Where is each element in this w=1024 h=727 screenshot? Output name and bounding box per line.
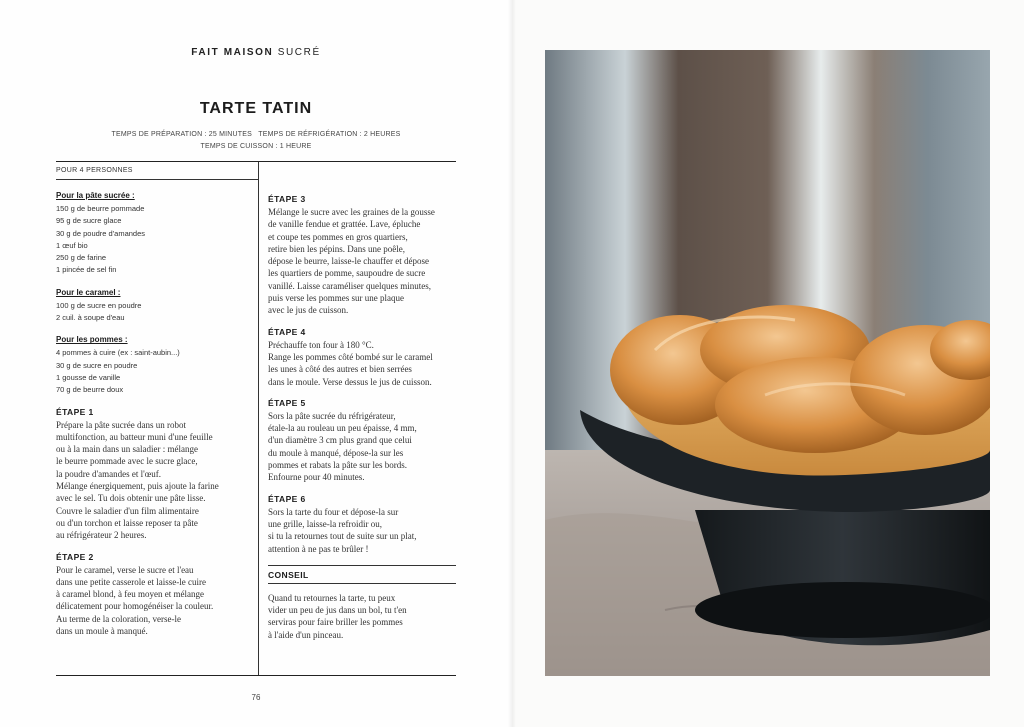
ingredient-list [56,347,258,396]
ingredient-item: 1 œuf bio [56,240,88,250]
ingredient-item: 30 g de sucre en poudre [56,360,138,370]
ingredient-item: 2 cuil. à soupe d'eau [56,313,125,323]
step-2 [56,550,258,638]
page-number: 76 [251,693,261,702]
step-text: Pour le caramel, verse le sucre et l'eau dans une petite casserole et laisse-le cuire à caramel blond, à feu moyen et mélange délicatement pour homogénéiser la couleur. Au terme de la coloration, verse-le dans un moule à manqué. [56,564,214,637]
step-text: Mélange le sucre avec les graines de la gousse de vanille fendue et grattée. Lave, épluche et coupe tes pommes en gros quartiers, retire bien les pépins. Dans une poêle, dépose le beurre, laisse-le chauffer et dépose les quartiers de pomme, saupoudre de sucre vanillé. Laisse caraméliser quelques minutes, puis verse les pommes sur une plaque avec le jus de cuisson. [268,207,435,316]
ingredient-list [56,203,258,277]
ingredient-item: 4 pommes à cuire (ex : saint-aubin...) [56,348,180,358]
ingredient-item: 1 gousse de vanille [56,372,121,382]
bottom-rule [56,675,456,676]
ingredient-item: 1 pincée de sel fin [56,265,117,275]
step-title: ÉTAPE 4 [268,326,306,337]
step-title: ÉTAPE 6 [268,493,306,504]
section-name: SUCRÉ [277,47,321,58]
book-gutter [508,0,516,727]
step-text: Sors la pâte sucrée du réfrigérateur, étale-la au rouleau un peu épaisse, 4 mm, d'un diamètre 3 cm plus grand que celui du moule à manqué, dépose-la sur les pommes et rabats la pâte sur les bords. Enfourne pour 40 minutes. [268,410,417,483]
step-3 [268,192,456,317]
ingredient-group-pommes [56,334,258,396]
step-title: ÉTAPE 2 [56,551,94,562]
photo-illustration [545,50,990,676]
column-divider [258,162,259,675]
series-name: FAIT MAISON [191,47,274,58]
recipe-title: TARTE TATIN [199,100,313,117]
portions: POUR 4 PERSONNES [56,162,258,180]
ingredient-item: 150 g de beurre pommade [56,204,145,213]
ingredient-group-caramel [56,287,258,325]
step-6 [268,492,456,555]
ingredient-heading: Pour le caramel : [56,287,121,297]
times-line-2: TEMPS DE CUISSON : 1 HEURE [200,143,312,150]
step-5 [268,396,456,484]
ingredient-item: 70 g de beurre doux [56,385,124,395]
tip-title: CONSEIL [268,569,309,580]
ingredient-heading: Pour les pommes : [56,335,128,345]
ingredient-item: 100 g de sucre en poudre [56,300,142,310]
recipe-times [56,129,456,153]
ingredient-item: 95 g de sucre glace [56,216,122,226]
step-title: ÉTAPE 3 [268,194,306,204]
step-title: ÉTAPE 5 [268,397,306,408]
running-head [0,47,512,58]
step-text: Sors la tarte du four et dépose-la sur une grille, laisse-la refroidir ou, si tu la retournes tout de suite sur un plat, attention à ne pas te brûler ! [268,506,417,554]
step-4 [268,325,456,388]
step-text: Prépare la pâte sucrée dans un robot multifonction, au batteur muni d'une feuille ou à la main dans un saladier : mélange le beurre pommade avec le sucre glace, la poudre d'amandes et l'œuf. Mélange énergiquement, puis ajoute la farine avec le sel. Tu dois obtenir une pâte lisse. Couvre le saladier d'un film alimentaire ou d'un torchon et laisse reposer ta pâte au réfrigérateur 2 heures. [56,419,219,541]
left-column [56,162,258,637]
tarte-tatin-photo [545,50,990,676]
step-text: Préchauffe ton four à 180 °C. Range les pommes côté bombé sur le caramel les unes à côté des autres et bien serrées dans le moule. Verse dessus le jus de cuisson. [268,339,433,387]
tip-text: Quand tu retournes la tarte, tu peux vider un peu de jus dans un bol, tu t'en serviras pour faire briller les pommes à l'aide d'un pinceau. [268,592,407,640]
ingredient-list [56,300,258,325]
ingredient-item: 30 g de poudre d'amandes [56,228,146,238]
ingredient-group-pate [56,190,258,277]
step-1 [56,405,258,542]
ingredient-item: 250 g de farine [56,253,107,263]
ingredient-heading: Pour la pâte sucrée : [56,191,135,200]
step-title: ÉTAPE 1 [56,406,94,417]
tip-box [268,565,456,584]
right-column [268,162,456,641]
times-line-1: TEMPS DE PRÉPARATION : 25 MINUTES TEMPS DE RÉFRIGÉRATION : 2 HEURES [111,131,401,138]
